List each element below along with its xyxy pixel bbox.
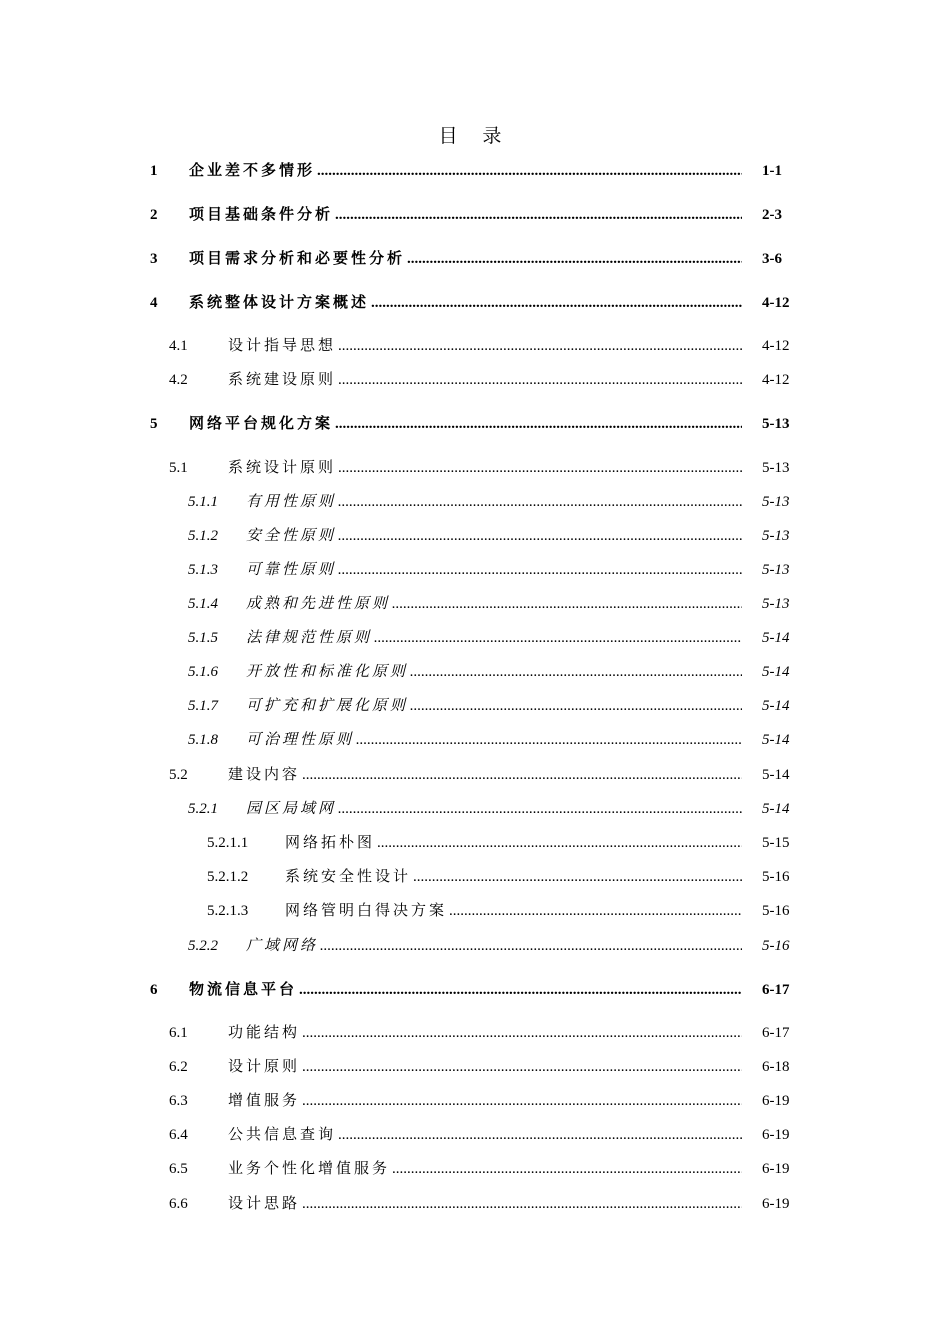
toc-entry[interactable] <box>0 204 950 226</box>
dot-leader <box>302 1056 742 1078</box>
dot-leader <box>449 900 742 922</box>
toc-entry-page: 5-16 <box>762 938 790 954</box>
dot-leader <box>302 1022 742 1044</box>
toc-entry-body <box>228 764 742 786</box>
toc-entry-body <box>228 1022 742 1044</box>
toc-entry-body <box>189 248 742 270</box>
toc-entry-page: 6-19 <box>762 1093 790 1109</box>
toc-entry-title: 系统整体设计方案概述 <box>189 295 370 311</box>
toc-entry[interactable] <box>0 1090 950 1112</box>
toc-entry-body <box>246 798 742 820</box>
toc-entry-title: 开放性和标准化原则 <box>246 664 409 680</box>
dot-leader <box>356 729 742 751</box>
toc-entry-number: 4.1 <box>169 338 188 354</box>
dot-leader <box>407 248 742 270</box>
toc-entry-title: 项目需求分析和必要性分析 <box>189 251 406 267</box>
toc-entry-page: 5-14 <box>762 767 790 783</box>
toc-entry-title: 设计思路 <box>228 1196 301 1212</box>
dot-leader <box>410 695 742 717</box>
toc-entry[interactable] <box>0 292 950 314</box>
toc-entry-title: 可扩充和扩展化原则 <box>246 698 409 714</box>
dot-leader <box>335 204 742 226</box>
toc-entry-number: 4.2 <box>169 372 188 388</box>
toc-entry-number: 5.2.2 <box>188 938 218 954</box>
toc-entry[interactable] <box>0 160 950 182</box>
dot-leader <box>338 559 742 581</box>
page-title: 目 录 <box>438 126 512 147</box>
toc-entry-title: 增值服务 <box>228 1093 301 1109</box>
toc-entry-title: 公共信息查询 <box>228 1127 337 1143</box>
toc-entry[interactable] <box>0 695 950 717</box>
toc-entry-number: 5.1.6 <box>188 664 218 680</box>
toc-entry-title: 企业差不多情形 <box>189 163 316 179</box>
dot-leader <box>338 369 742 391</box>
toc-entry-number: 5.1.3 <box>188 562 218 578</box>
toc-entry-number: 3 <box>150 251 158 267</box>
toc-entry-body <box>228 457 742 479</box>
toc-entry-number: 6.5 <box>169 1161 188 1177</box>
toc-entry-number: 5.1.4 <box>188 596 218 612</box>
toc-entry-number: 1 <box>150 163 158 179</box>
toc-entry-title: 项目基础条件分析 <box>189 207 334 223</box>
dot-leader <box>374 627 742 649</box>
toc-entry-page: 6-19 <box>762 1127 790 1143</box>
toc-entry[interactable] <box>0 457 950 479</box>
toc-entry-number: 6 <box>150 982 158 998</box>
toc-entry[interactable] <box>0 900 950 922</box>
toc-entry-number: 5.2.1.2 <box>207 869 249 885</box>
toc-entry-number: 6.2 <box>169 1059 188 1075</box>
dot-leader <box>302 1090 742 1112</box>
toc-entry[interactable] <box>0 798 950 820</box>
toc-entry-body <box>246 491 742 513</box>
toc-entry-page: 5-13 <box>762 494 790 510</box>
toc-entry-page: 6-17 <box>762 982 790 998</box>
dot-leader <box>338 457 742 479</box>
toc-entry-body <box>285 832 742 854</box>
toc-entry-title: 系统安全性设计 <box>285 869 412 885</box>
toc-entry-page: 2-3 <box>762 207 782 223</box>
toc-entry-title: 安全性原则 <box>246 528 337 544</box>
toc-entry-title: 业务个性化增值服务 <box>228 1161 391 1177</box>
toc-entry-body <box>246 695 742 717</box>
toc-entry-number: 5.1.2 <box>188 528 218 544</box>
toc-entry-number: 5.2.1.1 <box>207 835 249 851</box>
toc-entry[interactable] <box>0 729 950 751</box>
dot-leader <box>410 661 742 683</box>
toc-entry-number: 5.2.1 <box>188 801 218 817</box>
toc-entry-body <box>246 661 742 683</box>
toc-entry-number: 5.1.8 <box>188 732 218 748</box>
toc-entry-body <box>246 627 742 649</box>
toc-entry[interactable] <box>0 335 950 357</box>
dot-leader <box>338 491 742 513</box>
toc-entry[interactable] <box>0 832 950 854</box>
toc-entry[interactable] <box>0 979 950 1001</box>
toc-entry-page: 4-12 <box>762 295 790 311</box>
toc-entry-page: 5-15 <box>762 835 790 851</box>
toc-entry[interactable] <box>0 1022 950 1044</box>
toc-entry-page: 6-19 <box>762 1196 790 1212</box>
toc-entry-page: 5-16 <box>762 903 790 919</box>
toc-entry-page: 6-18 <box>762 1059 790 1075</box>
toc-entry-page: 5-13 <box>762 460 790 476</box>
toc-entry-title: 有用性原则 <box>246 494 337 510</box>
toc-entry[interactable] <box>0 413 950 435</box>
toc-entry-title: 法律规范性原则 <box>246 630 373 646</box>
toc-entry-title: 建设内容 <box>228 767 301 783</box>
toc-entry[interactable] <box>0 491 950 513</box>
toc-entry-page: 3-6 <box>762 251 782 267</box>
toc-entry[interactable] <box>0 866 950 888</box>
dot-leader <box>338 525 742 547</box>
toc-entry-page: 5-13 <box>762 416 790 432</box>
dot-leader <box>338 1124 742 1146</box>
toc-entry-page: 5-14 <box>762 801 790 817</box>
toc-entry-body <box>246 593 742 615</box>
toc-entry-body <box>189 292 742 314</box>
toc-entry-page: 4-12 <box>762 338 790 354</box>
toc-entry-title: 园区局域网 <box>246 801 337 817</box>
toc-entry-page: 5-16 <box>762 869 790 885</box>
toc-entry-body <box>189 979 742 1001</box>
toc-entry[interactable] <box>0 525 950 547</box>
dot-leader <box>338 798 742 820</box>
toc-entry-number: 5.1 <box>169 460 188 476</box>
toc-entry-title: 可靠性原则 <box>246 562 337 578</box>
toc-entry-number: 2 <box>150 207 158 223</box>
toc-entry[interactable] <box>0 1193 950 1215</box>
toc-entry-page: 5-14 <box>762 732 790 748</box>
toc-entry-number: 5 <box>150 416 158 432</box>
toc-entry[interactable] <box>0 593 950 615</box>
toc-entry-title: 功能结构 <box>228 1025 301 1041</box>
toc-entry-number: 6.6 <box>169 1196 188 1212</box>
toc-entry-page: 5-13 <box>762 596 790 612</box>
toc-entry-page: 5-14 <box>762 664 790 680</box>
dot-leader <box>302 1193 742 1215</box>
dot-leader <box>392 593 742 615</box>
toc-entry-number: 5.2.1.3 <box>207 903 249 919</box>
dot-leader <box>317 160 742 182</box>
toc-entry-number: 6.4 <box>169 1127 188 1143</box>
toc-entry-number: 5.2 <box>169 767 188 783</box>
toc-entry-body <box>189 160 742 182</box>
toc-entry-page: 5-13 <box>762 562 790 578</box>
toc-entry-title: 成熟和先进性原则 <box>246 596 391 612</box>
toc-entry[interactable] <box>0 559 950 581</box>
toc-entry-page: 5-14 <box>762 698 790 714</box>
toc-entry[interactable] <box>0 1056 950 1078</box>
toc-entry-number: 6.3 <box>169 1093 188 1109</box>
toc-entry-title: 可治理性原则 <box>246 732 355 748</box>
toc-entry-body <box>246 525 742 547</box>
toc-entry-body <box>189 204 742 226</box>
dot-leader <box>377 832 742 854</box>
toc-entry-page: 5-13 <box>762 528 790 544</box>
dot-leader <box>320 935 742 957</box>
toc-entry-page: 6-19 <box>762 1161 790 1177</box>
toc-entry-body <box>285 866 742 888</box>
toc-entry-title: 系统设计原则 <box>228 460 337 476</box>
toc-entry-body <box>246 935 742 957</box>
toc-entry-body <box>228 1090 742 1112</box>
toc-entry-body <box>285 900 742 922</box>
toc-entry-number: 4 <box>150 295 158 311</box>
toc-entry-title: 物流信息平台 <box>189 982 298 998</box>
toc-entry[interactable] <box>0 369 950 391</box>
dot-leader <box>413 866 742 888</box>
toc-entry[interactable] <box>0 627 950 649</box>
dot-leader <box>392 1158 742 1180</box>
toc-entry-body <box>228 1124 742 1146</box>
toc-entry[interactable] <box>0 661 950 683</box>
toc-entry-body <box>246 729 742 751</box>
toc-entry-body <box>228 1158 742 1180</box>
toc-entry[interactable] <box>0 1124 950 1146</box>
toc-entry-number: 6.1 <box>169 1025 188 1041</box>
toc-entry-title: 网络管明白得决方案 <box>285 903 448 919</box>
dot-leader <box>371 292 742 314</box>
toc-entry-body <box>189 413 742 435</box>
toc-entry-number: 5.1.5 <box>188 630 218 646</box>
toc-entry-title: 设计原则 <box>228 1059 301 1075</box>
toc-entry[interactable] <box>0 248 950 270</box>
toc-entry-page: 4-12 <box>762 372 790 388</box>
dot-leader <box>302 764 742 786</box>
toc-entry[interactable] <box>0 764 950 786</box>
toc-entry-page: 6-17 <box>762 1025 790 1041</box>
toc-entry-page: 1-1 <box>762 163 782 179</box>
toc-entry-body <box>228 1193 742 1215</box>
toc-entry[interactable] <box>0 935 950 957</box>
toc-entry-page: 5-14 <box>762 630 790 646</box>
toc-entry-body <box>228 1056 742 1078</box>
toc-entry-title: 设计指导思想 <box>228 338 337 354</box>
toc-entry-title: 网络拓朴图 <box>285 835 376 851</box>
toc-entry[interactable] <box>0 1158 950 1180</box>
toc-entry-body <box>228 335 742 357</box>
toc-entry-title: 广域网络 <box>246 938 319 954</box>
dot-leader <box>338 335 742 357</box>
toc-entry-number: 5.1.7 <box>188 698 218 714</box>
dot-leader <box>335 413 742 435</box>
toc-entry-title: 系统建设原则 <box>228 372 337 388</box>
toc-entry-title: 网络平台规化方案 <box>189 416 334 432</box>
dot-leader <box>299 979 742 1001</box>
toc-entry-body <box>228 369 742 391</box>
toc-entry-body <box>246 559 742 581</box>
toc-entry-number: 5.1.1 <box>188 494 218 510</box>
